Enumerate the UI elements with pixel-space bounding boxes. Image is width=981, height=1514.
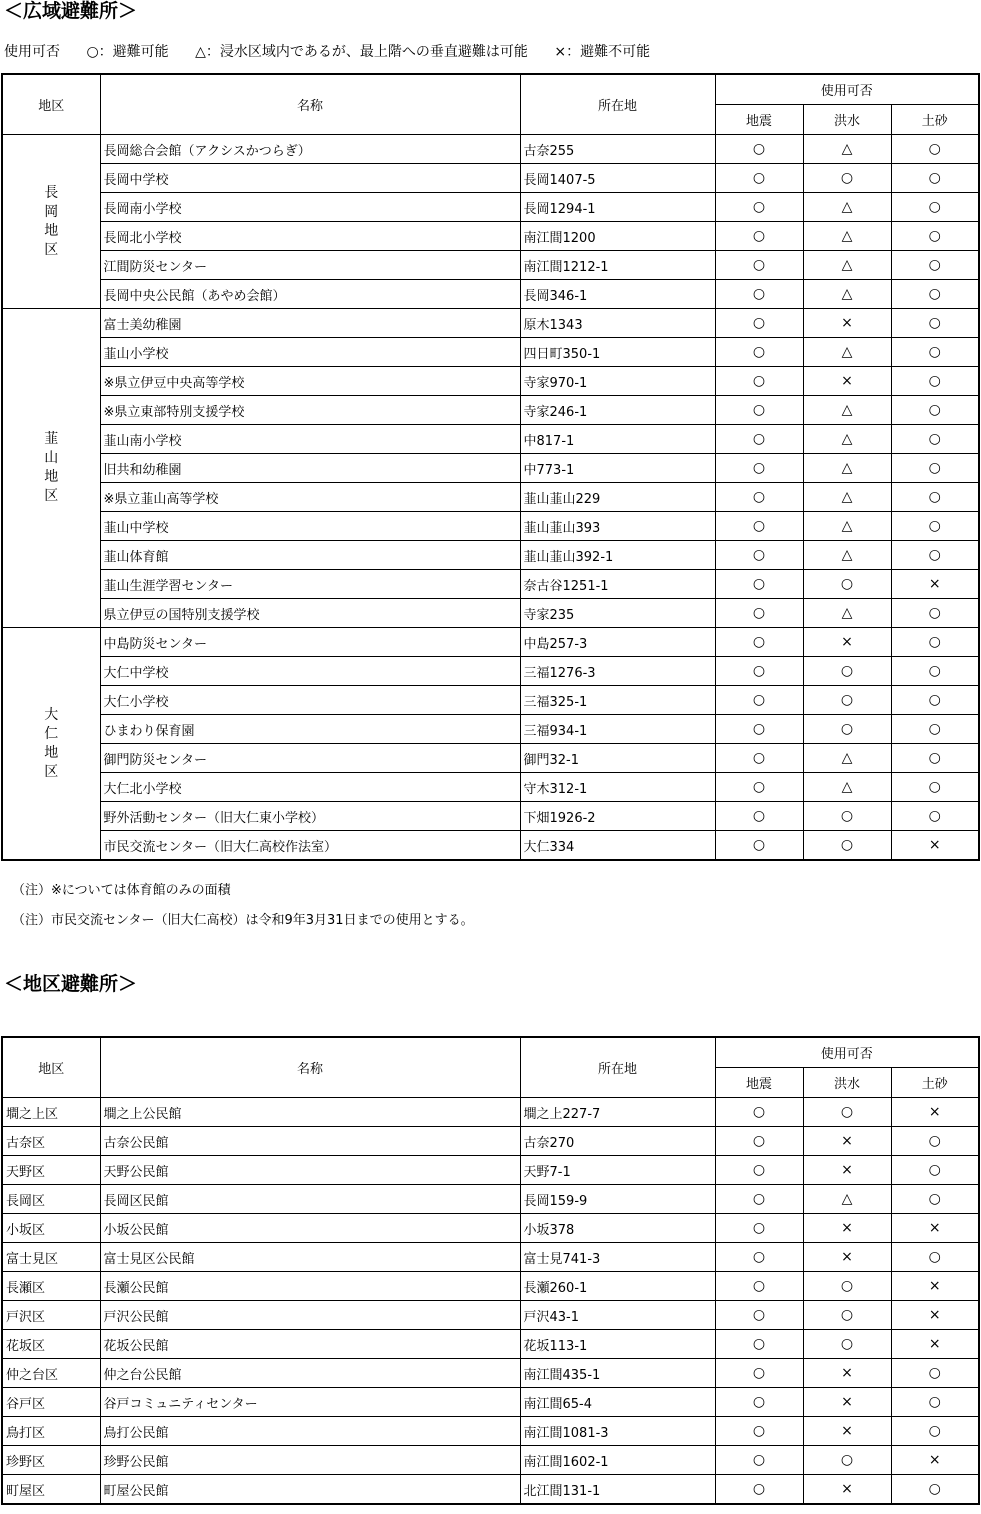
shelter-name: 江間防災センター (100, 251, 520, 280)
shelter-name: 大仁北小学校 (100, 773, 520, 802)
table-row (2, 1417, 979, 1446)
table-row (2, 1475, 979, 1505)
shelter-location: 富士見741-3 (520, 1243, 715, 1272)
quake-mark: ○ (715, 367, 803, 396)
note-usage-period: （注）市民交流センター（旧大仁高校）は令和9年3月31日までの使用とする。 (12, 913, 474, 928)
shelter-location: 南江間435-1 (520, 1359, 715, 1388)
district-name: 谷戸区 (2, 1388, 100, 1417)
quake-mark: ○ (715, 1098, 803, 1127)
district-shelter-rows (2, 1098, 979, 1505)
table-row (2, 280, 979, 309)
quake-mark: ○ (715, 222, 803, 251)
shelter-name: 富士見区公民館 (100, 1243, 520, 1272)
shelter-location: 南江間1212-1 (520, 251, 715, 280)
header-name: 名称 (100, 74, 520, 135)
shelter-name: 戸沢公民館 (100, 1301, 520, 1330)
quake-mark: ○ (715, 744, 803, 773)
shelter-name: 長岡南小学校 (100, 193, 520, 222)
shelter-location: 墹之上227-7 (520, 1098, 715, 1127)
flood-mark: △ (803, 541, 891, 570)
quake-mark: ○ (715, 773, 803, 802)
district-name: 古奈区 (2, 1127, 100, 1156)
table-row (2, 1301, 979, 1330)
landslide-mark: ○ (891, 1417, 979, 1446)
flood-mark: × (803, 1359, 891, 1388)
flood-mark: ○ (803, 1272, 891, 1301)
quake-mark: ○ (715, 1156, 803, 1185)
quake-mark: ○ (715, 628, 803, 657)
header-district: 地区 (2, 1037, 100, 1098)
quake-mark: ○ (715, 1272, 803, 1301)
shelter-name: 墹之上公民館 (100, 1098, 520, 1127)
table-row (2, 338, 979, 367)
table-row (2, 396, 979, 425)
district-name: 天野区 (2, 1156, 100, 1185)
shelter-location: 南江間65-4 (520, 1388, 715, 1417)
shelter-location: 南江間1081-3 (520, 1417, 715, 1446)
quake-mark: ○ (715, 1446, 803, 1475)
landslide-mark: ○ (891, 1127, 979, 1156)
shelter-location: 大仁334 (520, 831, 715, 861)
shelter-name: 富士美幼稚園 (100, 309, 520, 338)
quake-mark: ○ (715, 164, 803, 193)
table-row (2, 831, 979, 861)
shelter-location: 寺家970-1 (520, 367, 715, 396)
district-shelters-title: ＜地区避難所＞ (4, 973, 138, 995)
shelter-name: 県立伊豆の国特別支援学校 (100, 599, 520, 628)
district-name: 富士見区 (2, 1243, 100, 1272)
shelter-location: 韮山韮山229 (520, 483, 715, 512)
flood-mark: ○ (803, 164, 891, 193)
table-row (2, 367, 979, 396)
flood-mark: △ (803, 599, 891, 628)
landslide-mark: ○ (891, 686, 979, 715)
shelter-location: 南江間1602-1 (520, 1446, 715, 1475)
header-quake: 地震 (715, 1068, 803, 1098)
table-row (2, 628, 979, 657)
landslide-mark: ○ (891, 1243, 979, 1272)
table-row (2, 1156, 979, 1185)
table-row (2, 164, 979, 193)
table-row (2, 1330, 979, 1359)
table-row (2, 222, 979, 251)
district-name: 仲之台区 (2, 1359, 100, 1388)
shelter-location: 長岡1294-1 (520, 193, 715, 222)
district-cell (2, 628, 100, 861)
table-row (2, 570, 979, 599)
district-label: 韮山地区 (44, 431, 59, 504)
landslide-mark: ○ (891, 1185, 979, 1214)
landslide-mark: ○ (891, 338, 979, 367)
quake-mark: ○ (715, 1359, 803, 1388)
quake-mark: ○ (715, 1214, 803, 1243)
wide-area-shelter-table (1, 73, 980, 861)
header-usable: 使用可否 (715, 74, 979, 105)
shelter-name: 韮山小学校 (100, 338, 520, 367)
legend-label: 使用可否 (4, 44, 60, 60)
quake-mark: ○ (715, 570, 803, 599)
landslide-mark: ○ (891, 222, 979, 251)
flood-mark: ○ (803, 1446, 891, 1475)
flood-mark: △ (803, 744, 891, 773)
landslide-mark: ○ (891, 396, 979, 425)
shelter-location: 南江間1200 (520, 222, 715, 251)
landslide-mark: ○ (891, 744, 979, 773)
table-row (2, 744, 979, 773)
header-quake: 地震 (715, 105, 803, 135)
flood-mark: ○ (803, 1098, 891, 1127)
flood-mark: × (803, 628, 891, 657)
landslide-mark: × (891, 1330, 979, 1359)
shelter-location: 中817-1 (520, 425, 715, 454)
table-row (2, 251, 979, 280)
landslide-mark: ○ (891, 599, 979, 628)
header-flood: 洪水 (803, 1068, 891, 1098)
shelter-location: 長岡1407-5 (520, 164, 715, 193)
shelter-name: 韮山中学校 (100, 512, 520, 541)
quake-mark: ○ (715, 1185, 803, 1214)
flood-mark: △ (803, 512, 891, 541)
flood-mark: △ (803, 193, 891, 222)
flood-mark: ○ (803, 657, 891, 686)
legend-ok: ○：避難可能 (86, 44, 169, 60)
shelter-location: 三福1276-3 (520, 657, 715, 686)
shelter-location: 北江間131-1 (520, 1475, 715, 1505)
shelter-name: 古奈公民館 (100, 1127, 520, 1156)
quake-mark: ○ (715, 251, 803, 280)
shelter-location: 戸沢43-1 (520, 1301, 715, 1330)
flood-mark: △ (803, 251, 891, 280)
landslide-mark: ○ (891, 802, 979, 831)
shelter-location: 中773-1 (520, 454, 715, 483)
shelter-name: 長岡北小学校 (100, 222, 520, 251)
header-landslide: 土砂 (891, 1068, 979, 1098)
shelter-name: 花坂公民館 (100, 1330, 520, 1359)
table-row (2, 1446, 979, 1475)
shelter-location: 四日町350-1 (520, 338, 715, 367)
flood-mark: × (803, 1156, 891, 1185)
shelter-name: 谷戸コミュニティセンター (100, 1388, 520, 1417)
table-row (2, 657, 979, 686)
landslide-mark: ○ (891, 367, 979, 396)
table-row (2, 1243, 979, 1272)
table-row (2, 686, 979, 715)
landslide-mark: ○ (891, 193, 979, 222)
shelter-name: 長瀬公民館 (100, 1272, 520, 1301)
quake-mark: ○ (715, 1330, 803, 1359)
header-district: 地区 (2, 74, 100, 135)
quake-mark: ○ (715, 280, 803, 309)
district-name: 鳥打区 (2, 1417, 100, 1446)
flood-mark: △ (803, 483, 891, 512)
shelter-name: 中島防災センター (100, 628, 520, 657)
flood-mark: × (803, 1127, 891, 1156)
shelter-name: 天野公民館 (100, 1156, 520, 1185)
landslide-mark: ○ (891, 715, 979, 744)
usability-legend (4, 43, 672, 61)
shelter-name: 鳥打公民館 (100, 1417, 520, 1446)
quake-mark: ○ (715, 135, 803, 164)
shelter-location: 寺家246-1 (520, 396, 715, 425)
landslide-mark: ○ (891, 541, 979, 570)
landslide-mark: ○ (891, 512, 979, 541)
shelter-location: 長岡159-9 (520, 1185, 715, 1214)
quake-mark: ○ (715, 309, 803, 338)
quake-mark: ○ (715, 831, 803, 861)
table-row (2, 425, 979, 454)
table-row (2, 1272, 979, 1301)
shelter-name: 韮山生涯学習センター (100, 570, 520, 599)
flood-mark: × (803, 1475, 891, 1505)
table-row (2, 1359, 979, 1388)
flood-mark: × (803, 1417, 891, 1446)
quake-mark: ○ (715, 396, 803, 425)
shelter-name: 長岡中学校 (100, 164, 520, 193)
quake-mark: ○ (715, 1127, 803, 1156)
header-usable: 使用可否 (715, 1037, 979, 1068)
quake-mark: ○ (715, 512, 803, 541)
flood-mark: △ (803, 1185, 891, 1214)
quake-mark: ○ (715, 599, 803, 628)
landslide-mark: ○ (891, 135, 979, 164)
table-row (2, 454, 979, 483)
landslide-mark: ○ (891, 483, 979, 512)
table-row (2, 135, 979, 164)
landslide-mark: ○ (891, 1156, 979, 1185)
landslide-mark: ○ (891, 1475, 979, 1505)
landslide-mark: × (891, 1272, 979, 1301)
shelter-location: 小坂378 (520, 1214, 715, 1243)
table-row (2, 309, 979, 338)
shelter-location: 長瀬260-1 (520, 1272, 715, 1301)
quake-mark: ○ (715, 338, 803, 367)
landslide-mark: ○ (891, 1388, 979, 1417)
flood-mark: × (803, 367, 891, 396)
shelter-location: 三福325-1 (520, 686, 715, 715)
quake-mark: ○ (715, 686, 803, 715)
landslide-mark: × (891, 1301, 979, 1330)
district-name: 花坂区 (2, 1330, 100, 1359)
quake-mark: ○ (715, 425, 803, 454)
quake-mark: ○ (715, 541, 803, 570)
flood-mark: ○ (803, 1330, 891, 1359)
landslide-mark: ○ (891, 280, 979, 309)
flood-mark: × (803, 309, 891, 338)
flood-mark: △ (803, 425, 891, 454)
landslide-mark: ○ (891, 454, 979, 483)
flood-mark: △ (803, 222, 891, 251)
table-row (2, 1214, 979, 1243)
shelter-location: 韮山韮山392-1 (520, 541, 715, 570)
shelter-name: ※県立東部特別支援学校 (100, 396, 520, 425)
flood-mark: ○ (803, 802, 891, 831)
district-name: 珍野区 (2, 1446, 100, 1475)
table-row (2, 1098, 979, 1127)
shelter-location: 長岡346-1 (520, 280, 715, 309)
wide-area-shelter-rows (2, 135, 979, 861)
district-name: 長瀬区 (2, 1272, 100, 1301)
shelter-name: 野外活動センター（旧大仁東小学校） (100, 802, 520, 831)
quake-mark: ○ (715, 1417, 803, 1446)
note-gym-area: （注）※については体育館のみの面積 (12, 883, 231, 898)
legend-ng: ×：避難不可能 (554, 44, 651, 60)
flood-mark: ○ (803, 570, 891, 599)
header-landslide: 土砂 (891, 105, 979, 135)
landslide-mark: ○ (891, 657, 979, 686)
landslide-mark: ○ (891, 628, 979, 657)
district-name: 長岡区 (2, 1185, 100, 1214)
quake-mark: ○ (715, 1475, 803, 1505)
shelter-name: ※県立伊豆中央高等学校 (100, 367, 520, 396)
shelter-location: 花坂113-1 (520, 1330, 715, 1359)
table-row (2, 1388, 979, 1417)
flood-mark: △ (803, 135, 891, 164)
table-row (2, 483, 979, 512)
table-row (2, 773, 979, 802)
table-row (2, 541, 979, 570)
quake-mark: ○ (715, 454, 803, 483)
landslide-mark: ○ (891, 251, 979, 280)
flood-mark: △ (803, 280, 891, 309)
shelter-name: 長岡区民館 (100, 1185, 520, 1214)
quake-mark: ○ (715, 1243, 803, 1272)
quake-mark: ○ (715, 483, 803, 512)
quake-mark: ○ (715, 193, 803, 222)
landslide-mark: × (891, 831, 979, 861)
landslide-mark: ○ (891, 425, 979, 454)
landslide-mark: × (891, 1214, 979, 1243)
district-shelter-table (1, 1036, 980, 1505)
district-name: 戸沢区 (2, 1301, 100, 1330)
quake-mark: ○ (715, 1301, 803, 1330)
shelter-location: 原木1343 (520, 309, 715, 338)
flood-mark: ○ (803, 715, 891, 744)
quake-mark: ○ (715, 657, 803, 686)
district-label: 大仁地区 (44, 706, 59, 780)
district-name: 小坂区 (2, 1214, 100, 1243)
flood-mark: ○ (803, 686, 891, 715)
shelter-name: 大仁中学校 (100, 657, 520, 686)
table-row (2, 512, 979, 541)
flood-mark: △ (803, 396, 891, 425)
landslide-mark: ○ (891, 773, 979, 802)
district-cell (2, 135, 100, 309)
header-flood: 洪水 (803, 105, 891, 135)
shelter-name: 韮山南小学校 (100, 425, 520, 454)
shelter-location: 寺家235 (520, 599, 715, 628)
shelter-name: ※県立韮山高等学校 (100, 483, 520, 512)
header-name: 名称 (100, 1037, 520, 1098)
flood-mark: × (803, 1388, 891, 1417)
flood-mark: × (803, 1214, 891, 1243)
quake-mark: ○ (715, 715, 803, 744)
district-cell (2, 309, 100, 628)
landslide-mark: × (891, 570, 979, 599)
landslide-mark: ○ (891, 1359, 979, 1388)
shelter-location: 奈古谷1251-1 (520, 570, 715, 599)
shelter-name: 旧共和幼稚園 (100, 454, 520, 483)
shelter-name: ひまわり保育園 (100, 715, 520, 744)
shelter-name: 市民交流センター（旧大仁高校作法室） (100, 831, 520, 861)
flood-mark: △ (803, 338, 891, 367)
flood-mark: ○ (803, 1301, 891, 1330)
shelter-location: 中島257-3 (520, 628, 715, 657)
shelter-name: 大仁小学校 (100, 686, 520, 715)
shelter-name: 仲之台公民館 (100, 1359, 520, 1388)
shelter-name: 長岡中央公民館（あやめ会館） (100, 280, 520, 309)
district-name: 町屋区 (2, 1475, 100, 1505)
district-label: 長岡地区 (44, 184, 59, 258)
shelter-name: 御門防災センター (100, 744, 520, 773)
flood-mark: △ (803, 454, 891, 483)
shelter-name: 小坂公民館 (100, 1214, 520, 1243)
table-row (2, 715, 979, 744)
quake-mark: ○ (715, 802, 803, 831)
flood-mark: × (803, 1243, 891, 1272)
district-name: 墹之上区 (2, 1098, 100, 1127)
landslide-mark: × (891, 1098, 979, 1127)
shelter-location: 韮山韮山393 (520, 512, 715, 541)
quake-mark: ○ (715, 1388, 803, 1417)
shelter-location: 古奈270 (520, 1127, 715, 1156)
header-location: 所在地 (520, 1037, 715, 1098)
table-row (2, 1127, 979, 1156)
shelter-name: 韮山体育館 (100, 541, 520, 570)
shelter-name: 珍野公民館 (100, 1446, 520, 1475)
shelter-location: 守木312-1 (520, 773, 715, 802)
shelter-location: 御門32-1 (520, 744, 715, 773)
shelter-location: 天野7-1 (520, 1156, 715, 1185)
shelter-location: 下畑1926-2 (520, 802, 715, 831)
table-row (2, 802, 979, 831)
landslide-mark: ○ (891, 309, 979, 338)
header-location: 所在地 (520, 74, 715, 135)
shelter-location: 古奈255 (520, 135, 715, 164)
landslide-mark: × (891, 1446, 979, 1475)
table-row (2, 599, 979, 628)
shelter-name: 町屋公民館 (100, 1475, 520, 1505)
shelter-location: 三福934-1 (520, 715, 715, 744)
table-row (2, 1185, 979, 1214)
flood-mark: △ (803, 773, 891, 802)
shelter-name: 長岡総合会館（アクシスかつらぎ） (100, 135, 520, 164)
landslide-mark: ○ (891, 164, 979, 193)
wide-area-shelters-title: ＜広域避難所＞ (4, 0, 138, 22)
flood-mark: ○ (803, 831, 891, 861)
table-row (2, 193, 979, 222)
legend-partial: △：浸水区域内であるが、最上階への垂直避難は可能 (195, 44, 528, 60)
